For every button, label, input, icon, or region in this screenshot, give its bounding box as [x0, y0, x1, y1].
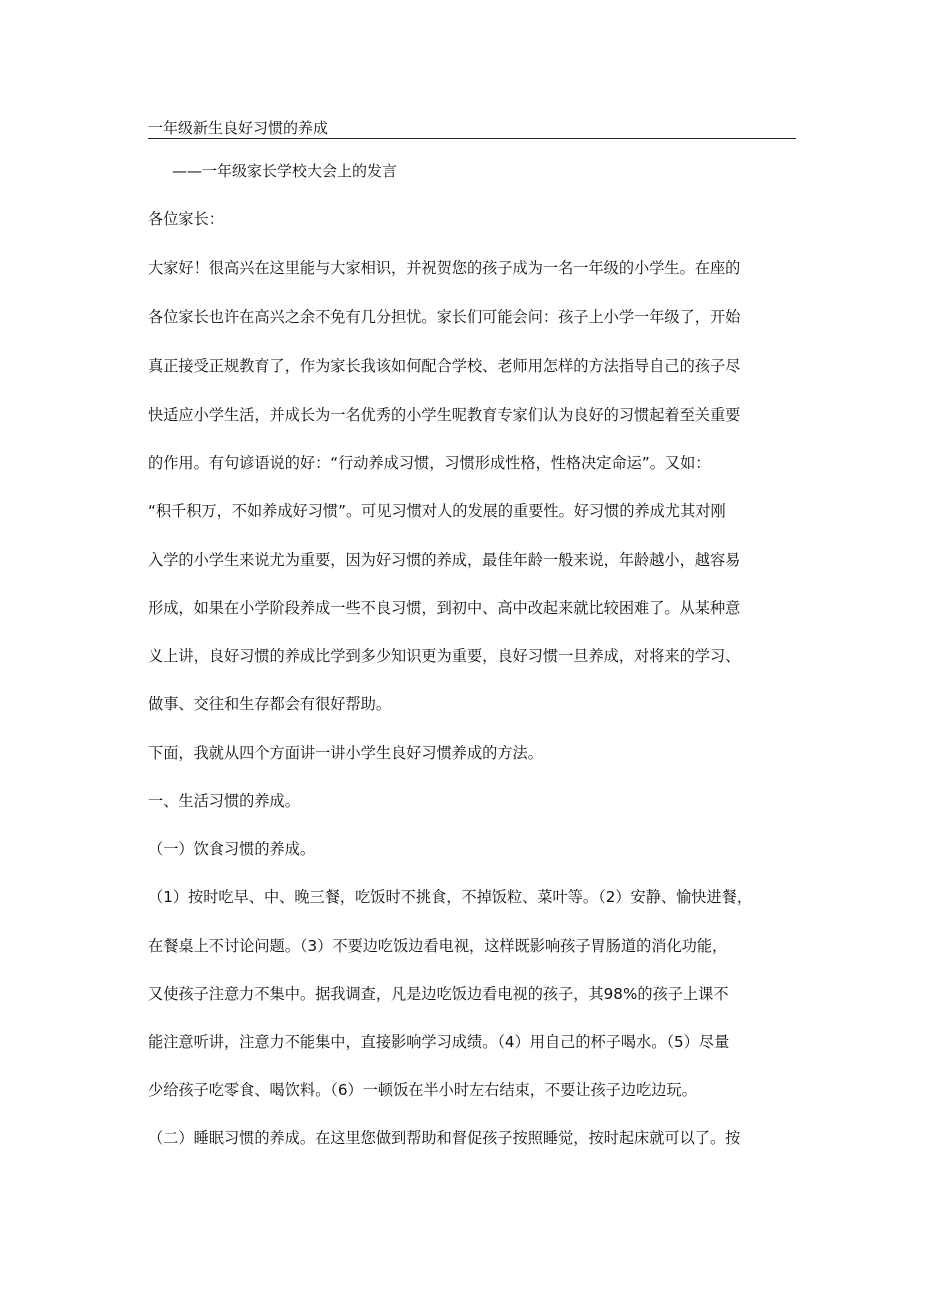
paragraph-line: 少给孩子吃零食、喝饮料。（6）一顿饭在半小时左右结束，不要让孩子边吃边玩。 — [148, 1081, 697, 1099]
paragraph-line: 大家好！很高兴在这里能与大家相识，并祝贺您的孩子成为一名一年级的小学生。在座的 — [148, 259, 741, 277]
paragraph-line: 义上讲，良好习惯的养成比学到多少知识更为重要，良好习惯一旦养成，对将来的学习、 — [148, 647, 741, 665]
paragraph-line: 各位家长也许在高兴之余不免有几分担忧。家长们可能会问：孩子上小学一年级了，开始 — [148, 308, 741, 326]
paragraph-line: 做事、交往和生存都会有很好帮助。 — [148, 695, 391, 713]
paragraph-line: 能注意听讲，注意力不能集中，直接影响学习成绩。（4）用自己的杯子喝水。（5）尽量 — [148, 1033, 730, 1051]
paragraph-line: “积千积万，不如养成好习惯”。可见习惯对人的发展的重要性。好习惯的养成尤其对刚 — [148, 502, 726, 520]
paragraph-line: （二）睡眠习惯的养成。在这里您做到帮助和督促孩子按照睡觉，按时起床就可以了。按 — [148, 1129, 741, 1147]
paragraph-line: 的作用。有句谚语说的好：“行动养成习惯，习惯形成性格，性格决定命运”。又如： — [148, 454, 711, 472]
document-title: 一年级新生良好习惯的养成 — [148, 119, 796, 139]
paragraph-line: 入学的小学生来说尤为重要，因为好习惯的养成，最佳年龄一般来说，年龄越小，越容易 — [148, 551, 741, 569]
section-heading: 一、生活习惯的养成。 — [148, 792, 300, 810]
paragraph-line: 快适应小学生活，并成长为一名优秀的小学生呢教育专家们认为良好的习惯起着至关重要 — [148, 406, 741, 424]
paragraph-line: 在餐桌上不讨论问题。（3）不要边吃饭边看电视，这样既影响孩子胃肠道的消化功能， — [148, 937, 728, 955]
paragraph-line: 真正接受正规教育了，作为家长我该如何配合学校、老师用怎样的方法指导自己的孩子尽 — [148, 357, 741, 375]
subsection-heading: （一）饮食习惯的养成。 — [148, 840, 316, 858]
salutation: 各位家长： — [148, 210, 224, 228]
paragraph-line: （1）按时吃早、中、晚三餐，吃饭时不挑食，不掉饭粒、菜叶等。（2）安静、愉快进餐， — [148, 888, 753, 906]
paragraph-line: 形成，如果在小学阶段养成一些不良习惯，到初中、高中改起来就比较困难了。从某种意 — [148, 599, 741, 617]
document-subtitle: ——一年级家长学校大会上的发言 — [172, 162, 398, 180]
paragraph-line: 下面，我就从四个方面讲一讲小学生良好习惯养成的方法。 — [148, 744, 543, 762]
paragraph-line: 又使孩子注意力不集中。据我调查，凡是边吃饭边看电视的孩子，其98%的孩子上课不 — [148, 985, 729, 1003]
